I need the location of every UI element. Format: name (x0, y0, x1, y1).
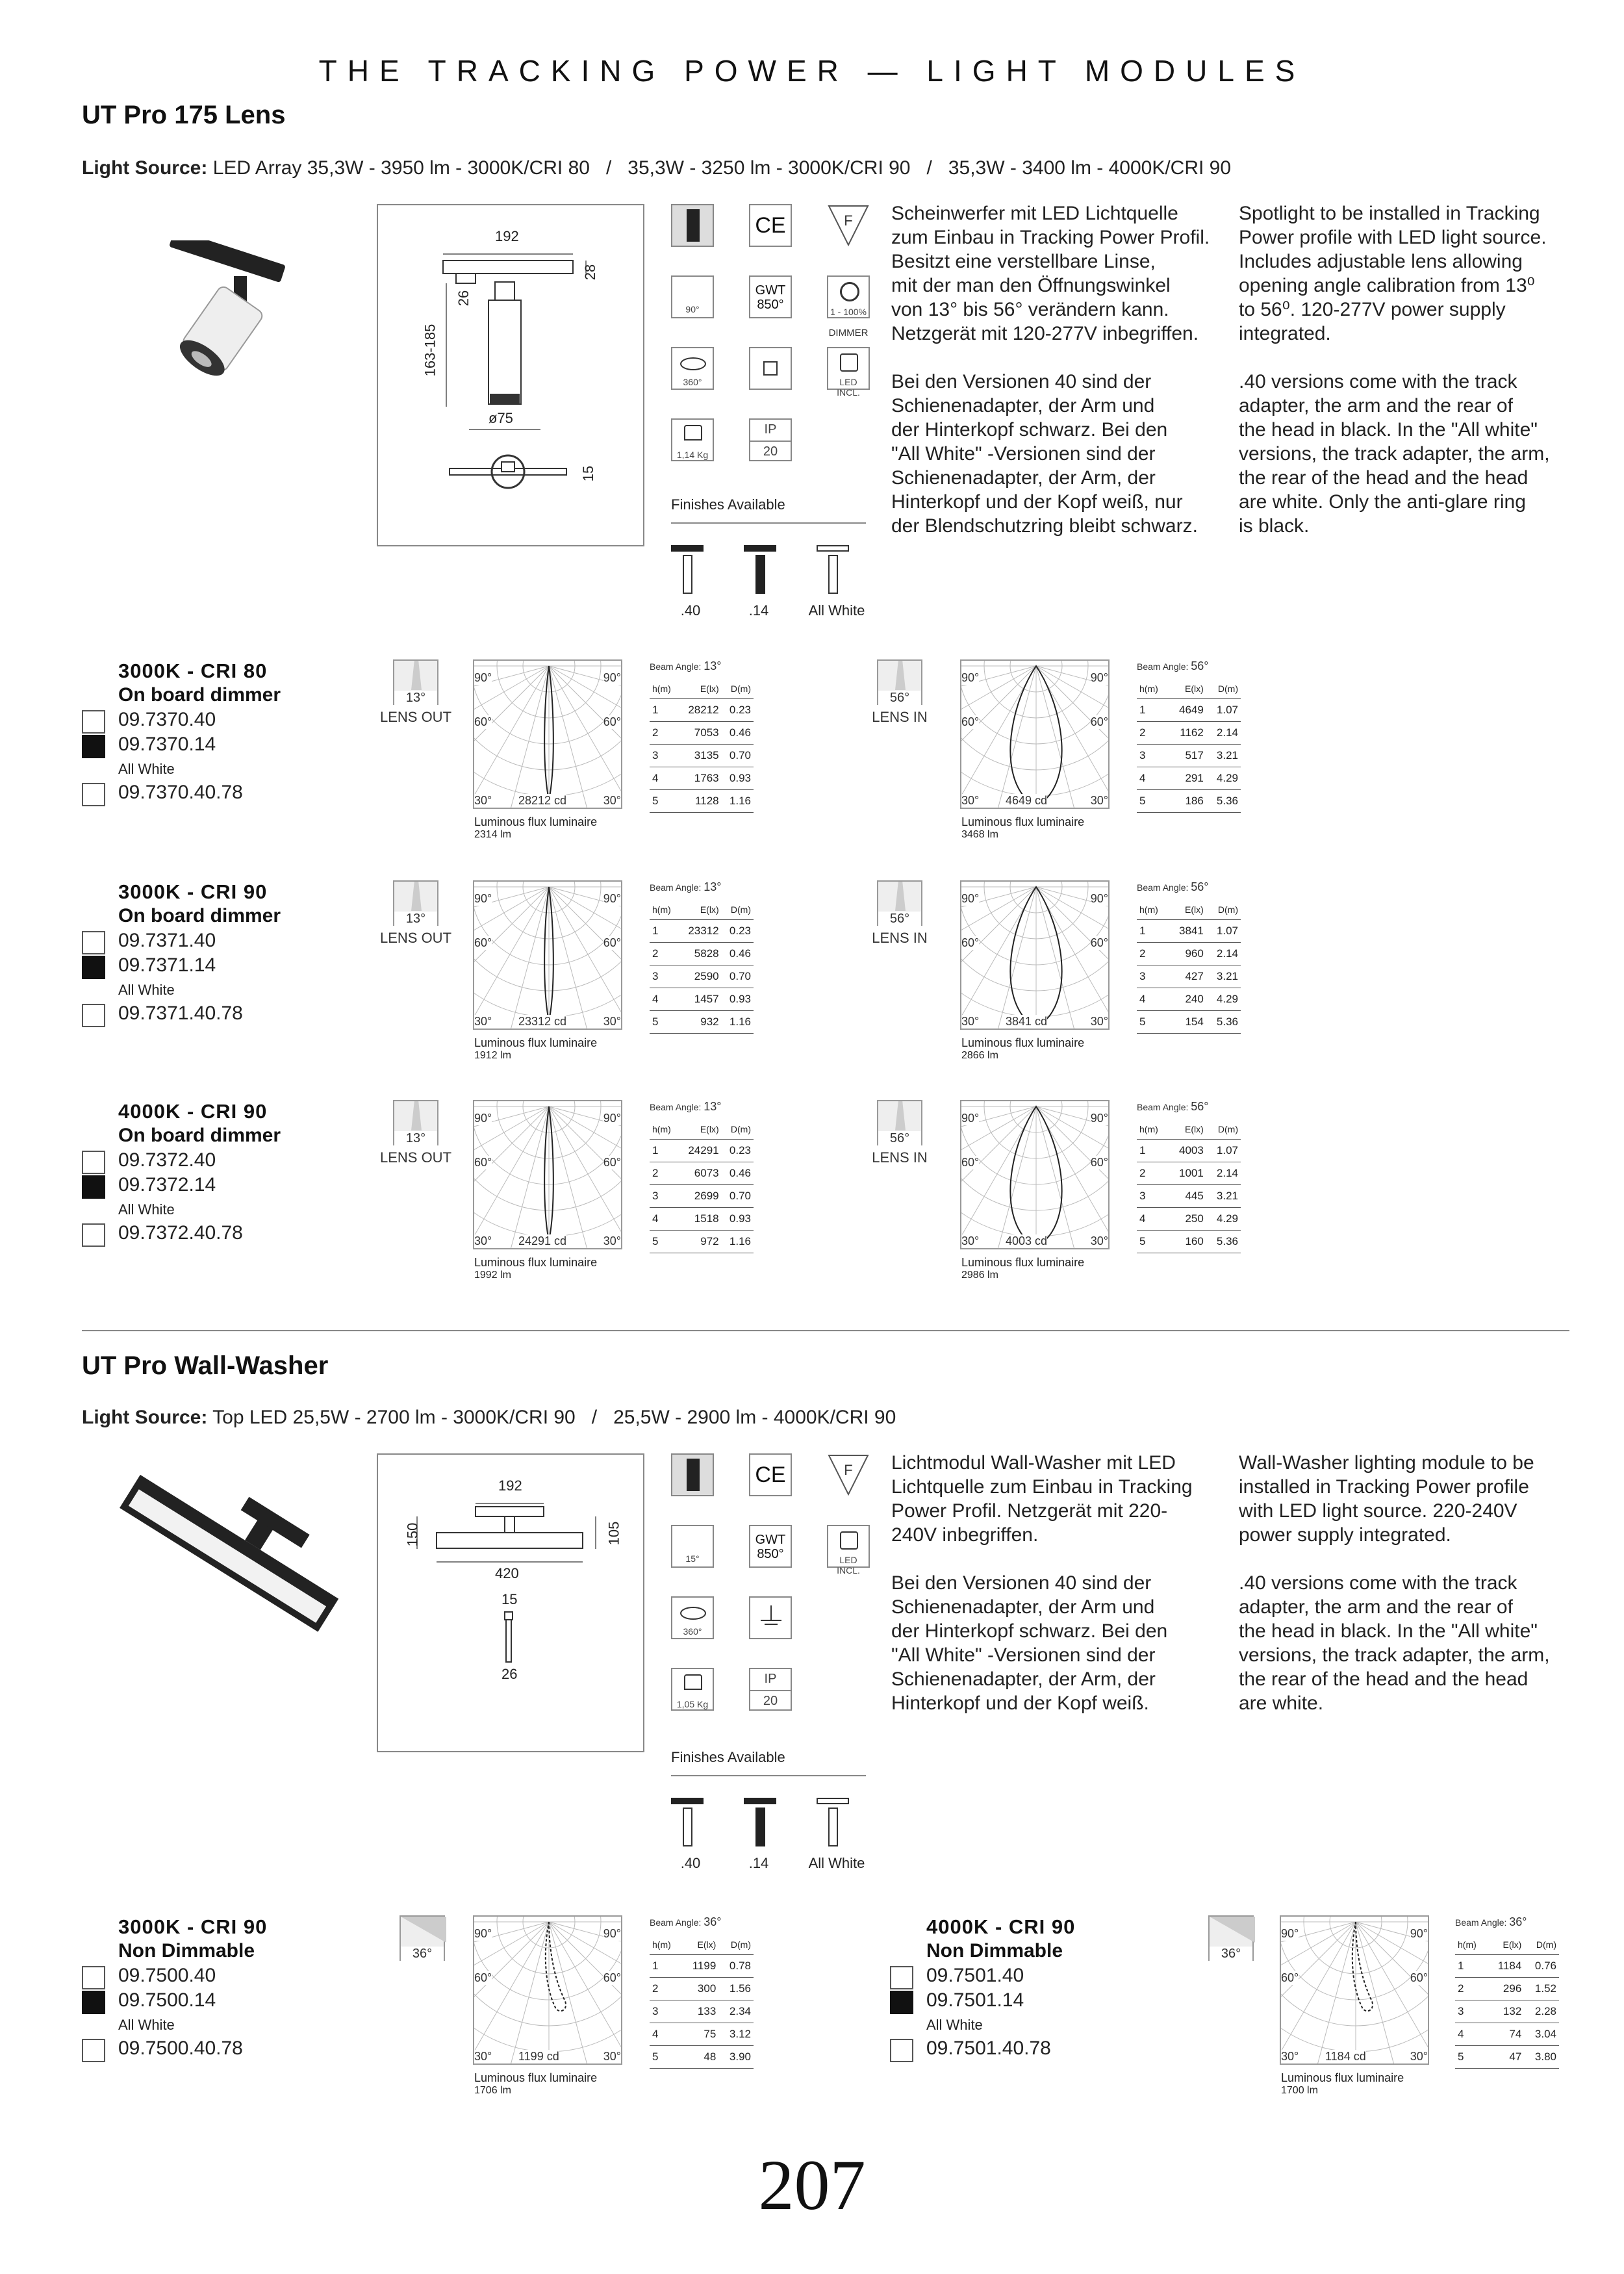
description-en: Spotlight to be installed in Tracking Power profile with LED light source. Includes adjustable lens allowing opening angle calibration from 13⁰ to 56⁰. 120-277V power supply integrated. .40 versions come with the track adapter, the arm and the rear of the head in black. In the "All white" versions, the track adapter, the arm, the rear of the head and the head are white. Only the anti-glare ring is black. (1239, 203, 1550, 537)
table-row: 5 972 1.16 (650, 1230, 754, 1253)
code-14: 09.7501.14 (926, 1989, 1024, 2011)
ce-icon: CE (749, 204, 792, 247)
polar-diagram (960, 880, 1110, 1030)
table-row: 1 28212 0.23 (650, 698, 754, 721)
checkbox-14[interactable] (82, 1175, 105, 1199)
dim-height-1: 28 (582, 264, 599, 281)
angle-90-right: 90° (1410, 1927, 1428, 1940)
finishes-list (671, 545, 866, 617)
feature-icons (671, 204, 872, 626)
code-40: 09.7501.40 (926, 1965, 1024, 1986)
weight-icon: 1,14 Kg (671, 418, 714, 461)
table-row: 5 160 5.36 (1137, 1230, 1241, 1253)
table-row: 1 1199 0.78 (650, 1954, 754, 1977)
angle-60-right: 60° (603, 936, 621, 949)
ground-icon (749, 1596, 792, 1639)
table-row: 2 1162 2.14 (1137, 721, 1241, 744)
dimension-drawing (377, 204, 644, 546)
table-row: 1 24291 0.23 (650, 1139, 754, 1162)
angle-90-left: 90° (474, 892, 492, 905)
angle-60-right: 60° (1090, 936, 1108, 949)
angle-30-left: 30° (474, 1015, 492, 1028)
finishes-label: Finishes Available (671, 496, 785, 513)
angle-90-left: 90° (961, 671, 980, 684)
beam-degree: 13° (394, 1131, 437, 1146)
angle-30-left: 30° (474, 2050, 492, 2063)
angle-90-left: 90° (961, 1112, 980, 1125)
section-title-2: UT Pro Wall-Washer (82, 1351, 329, 1380)
description-en-2: Wall-Washer lighting module to be installed in Tracking Power profile with LED light source. 220-240V power supply integrated. .40 versions come with the track adapter, the arm and the rear of the head in black. In the "All white" versions, the track adapter, the arm, the rear of the head and the head are white. (1239, 1452, 1550, 1714)
flux-label: Luminous flux luminaire 1706 lm (474, 2071, 598, 2096)
all-white-label: All White (118, 1201, 175, 1218)
polar-chart (473, 880, 622, 1030)
angle-90-right: 90° (603, 1112, 621, 1125)
lens-state: LENS OUT (379, 930, 452, 946)
lens-icon-group (857, 880, 942, 952)
variant-title: 3000K - CRI 80 (118, 659, 268, 682)
finish-all-white: All White (808, 1855, 865, 1871)
checkbox-40[interactable] (82, 710, 105, 734)
beam-icon (877, 880, 922, 926)
variant-codes (82, 1915, 342, 2078)
class-icon (749, 347, 792, 390)
angle-30-right: 30° (603, 794, 621, 807)
angle-30-right: 30° (1410, 2050, 1428, 2063)
angle-30-right: 30° (603, 2050, 621, 2063)
svg-text:F: F (844, 212, 853, 229)
angle-90-right: 90° (603, 671, 621, 684)
angle-30-right: 30° (1090, 1234, 1108, 1247)
table-row: 2 296 1.52 (1455, 1977, 1559, 2000)
code-40: 09.7372.40 (118, 1149, 216, 1171)
code-all-white: 09.7501.40.78 (926, 2038, 1051, 2059)
wall-washer-product-image (104, 1449, 351, 1663)
variant-title: 4000K - CRI 90 (118, 1100, 268, 1123)
polar-chart (960, 1100, 1110, 1249)
led-icon: LED INCL. (827, 347, 870, 390)
dim-width-2: 192 (498, 1477, 522, 1494)
angle-60-right: 60° (1090, 1156, 1108, 1169)
angle-30-left: 30° (961, 1015, 980, 1028)
lens-state: LENS IN (872, 1149, 928, 1166)
polar-diagram (1280, 1915, 1429, 2065)
table-row: 3 517 3.21 (1137, 744, 1241, 767)
table-row: 5 932 1.16 (650, 1010, 754, 1033)
beam-degree: 36° (401, 1947, 444, 1961)
variant-codes (82, 659, 342, 822)
variant-title: 3000K - CRI 90 (118, 1915, 268, 1938)
beam-degree: 56° (878, 912, 921, 926)
variant-subtitle: Non Dimmable (926, 1940, 1063, 1961)
tilt-icon: 15° (671, 1525, 714, 1568)
angle-60-left: 60° (474, 936, 492, 949)
checkbox-40[interactable] (82, 1966, 105, 1989)
polar-curve (1352, 1922, 1373, 2011)
table-row: 5 154 5.36 (1137, 1010, 1241, 1033)
table-row: 3 2590 0.70 (650, 965, 754, 988)
page-header: THE TRACKING POWER — LIGHT MODULES (318, 54, 1306, 88)
light-source-label-2: Light Source: (82, 1407, 208, 1428)
checkbox-14[interactable] (82, 735, 105, 758)
light-source (82, 157, 1231, 179)
all-white-label: All White (118, 982, 175, 998)
table-row: 4 75 3.12 (650, 2023, 754, 2045)
angle-30-left: 30° (1281, 2050, 1299, 2063)
lens-state: LENS OUT (379, 709, 452, 725)
angle-60-right: 60° (603, 1156, 621, 1169)
angle-90-right: 90° (603, 1927, 621, 1940)
checkbox-40[interactable] (890, 1966, 913, 1989)
candela-value: 3841 cd (1006, 1015, 1048, 1028)
variant-title: 4000K - CRI 90 (926, 1915, 1076, 1938)
table-row: 4 291 4.29 (1137, 767, 1241, 789)
angle-90-left: 90° (961, 892, 980, 905)
beam-angle: Beam Angle: 56° (1137, 880, 1209, 893)
table-row: 1 4003 1.07 (1137, 1139, 1241, 1162)
code-14: 09.7370.14 (118, 734, 216, 755)
candela-value: 23312 cd (518, 1015, 567, 1028)
beam-angle: Beam Angle: 13° (650, 659, 722, 672)
flux-label: Luminous flux luminaire 1992 lm (474, 1256, 598, 1281)
lens-icon-group (857, 659, 942, 731)
dim-height-3: 163-185 (422, 324, 438, 377)
polar-diagram (473, 659, 622, 809)
table-row: 4 240 4.29 (1137, 988, 1241, 1010)
angle-60-right: 60° (1090, 715, 1108, 728)
description-de-2: Lichtmodul Wall-Washer mit LED Lichtquelle zum Einbau in Tracking Power Profil. Netzgerät mit 220- 240V inbegriffen. Bei den Versionen 40 sind der Schienenadapter, der Arm und der Hinterkopf schwarz. Bei den "All White" -Versionen sind der Schienenadapter, der Arm, der Hinterkopf und der Kopf weiß. (891, 1452, 1193, 1714)
light-source-label: Light Source: (82, 157, 208, 179)
table-row: 3 427 3.21 (1137, 965, 1241, 988)
beam-icon (877, 1100, 922, 1145)
rotate-icon: 360° (671, 347, 714, 390)
flux-label: Luminous flux luminaire 1700 lm (1281, 2071, 1404, 2096)
flux-label: Luminous flux luminaire 2866 lm (961, 1036, 1085, 1061)
tilt-icon: 90° (671, 275, 714, 318)
table-row: 1 23312 0.23 (650, 919, 754, 942)
ce-icon: CE (749, 1453, 792, 1496)
angle-90-left: 90° (474, 1112, 492, 1125)
polar-chart (473, 1915, 622, 2065)
table-row: 4 1457 0.93 (650, 988, 754, 1010)
light-source-text-2: Top LED 25,5W - 2700 lm - 3000K/CRI 90 / 25,5W - 2900 lm - 4000K/CRI 90 (212, 1407, 896, 1428)
lens-state: LENS IN (872, 930, 928, 946)
checkbox-all-white[interactable] (82, 1223, 105, 1247)
weight-icon: 1,05 Kg (671, 1668, 714, 1711)
angle-60-right: 60° (1410, 1971, 1428, 1984)
checkbox-40[interactable] (82, 931, 105, 954)
table-row: 1 1184 0.76 (1455, 1954, 1559, 1977)
table-row: 2 1001 2.14 (1137, 1162, 1241, 1184)
lens-icon-group (374, 659, 458, 731)
finishes-list (671, 1798, 866, 1869)
angle-60-left: 60° (474, 1156, 492, 1169)
beam-angle: Beam Angle: 56° (1137, 659, 1209, 672)
track-icon (671, 204, 714, 247)
angle-90-right: 90° (1090, 892, 1108, 905)
dim-height-wall-2: 105 (605, 1521, 622, 1546)
checkbox-all-white[interactable] (890, 2039, 913, 2062)
angle-90-left: 90° (1281, 1927, 1299, 1940)
dim-length: 420 (495, 1565, 519, 1581)
table-row: 3 3135 0.70 (650, 744, 754, 767)
dim-thickness-2: 26 (501, 1666, 518, 1682)
light-source-text: LED Array 35,3W - 3950 lm - 3000K/CRI 80 / 35,3W - 3250 lm - 3000K/CRI 90 / 35,3W - 3400 lm - 4000K/CRI 90 (212, 157, 1232, 179)
dim-width: 192 (495, 228, 519, 244)
polar-diagram (960, 659, 1110, 809)
table-row: 4 1518 0.93 (650, 1207, 754, 1230)
checkbox-all-white[interactable] (82, 2039, 105, 2062)
finish-40: .40 (680, 602, 701, 619)
polar-diagram (473, 1915, 622, 2065)
all-white-label: All White (118, 2017, 175, 2033)
variant-subtitle: On board dimmer (118, 905, 281, 926)
track-icon (671, 1453, 714, 1496)
variant-subtitle: Non Dimmable (118, 1940, 255, 1961)
angle-30-left: 30° (961, 1234, 980, 1247)
checkbox-40[interactable] (82, 1151, 105, 1174)
variant-codes (890, 1915, 1150, 2078)
angle-60-left: 60° (474, 715, 492, 728)
angle-30-right: 30° (1090, 794, 1108, 807)
flux-label: Luminous flux luminaire 3468 lm (961, 815, 1085, 840)
candela-value: 24291 cd (518, 1234, 567, 1247)
polar-chart (960, 880, 1110, 1030)
table-row: 4 1763 0.93 (650, 767, 754, 789)
code-14: 09.7372.14 (118, 1174, 216, 1195)
led-icon: LED INCL. (827, 1525, 870, 1568)
table-row: 3 133 2.34 (650, 2000, 754, 2023)
dimension-drawing-2 (377, 1453, 644, 1752)
beam-degree: 36° (1210, 1947, 1252, 1961)
lens-state: LENS OUT (379, 1149, 452, 1166)
dim-thickness: 15 (501, 1591, 518, 1607)
angle-60-left: 60° (1281, 1971, 1299, 1984)
variant-subtitle: On board dimmer (118, 1125, 281, 1146)
dimmer-label: DIMMER (828, 327, 869, 339)
variant-codes (82, 1100, 342, 1262)
angle-90-right: 90° (603, 892, 621, 905)
lens-icon-group (374, 880, 458, 952)
lens-icon-group (1189, 1915, 1273, 1987)
angle-30-left: 30° (474, 794, 492, 807)
variant-codes (82, 880, 342, 1043)
dim-height-wall: 150 (404, 1522, 421, 1547)
angle-60-left: 60° (961, 936, 980, 949)
finish-14: .14 (748, 602, 769, 619)
candela-value: 1199 cd (518, 2050, 559, 2063)
table-row: 3 132 2.28 (1455, 2000, 1559, 2023)
angle-30-right: 30° (603, 1234, 621, 1247)
angle-60-right: 60° (603, 715, 621, 728)
beam-icon (393, 880, 438, 926)
polar-curve (546, 1922, 566, 2011)
angle-60-left: 60° (961, 715, 980, 728)
beam-icon (393, 659, 438, 705)
table-row: 3 2699 0.70 (650, 1184, 754, 1207)
angle-90-left: 90° (474, 1927, 492, 1940)
ip-icon: IP 20 (749, 418, 792, 461)
table-row: 5 1128 1.16 (650, 789, 754, 812)
dim-diameter: ø75 (488, 410, 513, 426)
finish-40: .40 (680, 1855, 701, 1871)
beam-angle: Beam Angle: 56° (1137, 1100, 1209, 1113)
code-all-white: 09.7372.40.78 (118, 1222, 243, 1244)
table-row: 5 48 3.90 (650, 2045, 754, 2068)
beam-angle: Beam Angle: 36° (1455, 1915, 1527, 1928)
table-row: 2 300 1.56 (650, 1977, 754, 2000)
angle-60-right: 60° (603, 1971, 621, 1984)
table-row: 3 445 3.21 (1137, 1184, 1241, 1207)
lens-icon-group (380, 1915, 464, 1987)
checkbox-all-white[interactable] (82, 783, 105, 806)
angle-90-right: 90° (1090, 1112, 1108, 1125)
table-row: 2 5828 0.46 (650, 942, 754, 965)
flux-label: Luminous flux luminaire 2986 lm (961, 1256, 1085, 1281)
rotate-icon: 360° (671, 1596, 714, 1639)
variant-subtitle: On board dimmer (118, 684, 281, 706)
all-white-label: All White (118, 761, 175, 777)
finishes-label: Finishes Available (671, 1749, 785, 1765)
polar-diagram (473, 880, 622, 1030)
flux-label: Luminous flux luminaire 2314 lm (474, 815, 598, 840)
table-row: 5 47 3.80 (1455, 2045, 1559, 2068)
ip-icon: IP 20 (749, 1668, 792, 1711)
checkbox-14[interactable] (82, 956, 105, 979)
beam-icon (393, 1100, 438, 1145)
code-40: 09.7500.40 (118, 1965, 216, 1986)
feature-icons-2 (671, 1453, 872, 1876)
angle-30-right: 30° (603, 1015, 621, 1028)
polar-chart (960, 659, 1110, 809)
beam-angle: Beam Angle: 36° (650, 1915, 722, 1928)
beam-degree: 13° (394, 691, 437, 706)
code-all-white: 09.7370.40.78 (118, 782, 243, 803)
polar-chart (473, 1100, 622, 1249)
table-row: 1 3841 1.07 (1137, 919, 1241, 942)
beam-degree: 56° (878, 1131, 921, 1146)
code-40: 09.7371.40 (118, 930, 216, 951)
lens-state: LENS IN (872, 709, 928, 725)
table-row: 2 6073 0.46 (650, 1162, 754, 1184)
candela-value: 4003 cd (1006, 1234, 1048, 1247)
polar-chart (1280, 1915, 1429, 2065)
polar-chart (473, 659, 622, 809)
description-de: Scheinwerfer mit LED Lichtquelle zum Einbau in Tracking Power Profil. Besitzt eine verstellbare Linse, mit der man den Öffnungswinkel von 13° bis 56° verändern kann. Netzgerät mit 120-277V inbegriffen. Bei den Versionen 40 sind der Schienenadapter, der Arm und der Hinterkopf schwarz. Bei den "All White" -Versionen sind der Schienenadapter, der Arm, der Hinterkopf und der Kopf weiß, nur der Blendschutzring bleibt schwarz. (891, 203, 1210, 537)
table-row: 4 250 4.29 (1137, 1207, 1241, 1230)
dim-depth: 15 (580, 465, 597, 482)
finish-14: .14 (748, 1855, 769, 1871)
gwt-icon: GWT 850° (749, 275, 792, 318)
beam-degree: 56° (878, 691, 921, 706)
page-number: 207 (758, 2145, 866, 2225)
beam-icon (400, 1915, 445, 1961)
section-title: UT Pro 175 Lens (82, 101, 286, 129)
table-row: 1 4649 1.07 (1137, 698, 1241, 721)
gwt-icon: GWT 850° (749, 1525, 792, 1568)
code-14: 09.7371.14 (118, 954, 216, 976)
code-all-white: 09.7500.40.78 (118, 2038, 243, 2059)
light-source-2 (82, 1407, 896, 1429)
f-mark-icon (827, 204, 870, 247)
beam-icon (877, 659, 922, 705)
flux-label: Luminous flux luminaire 1912 lm (474, 1036, 598, 1061)
beam-icon (1208, 1915, 1254, 1961)
beam-degree: 13° (394, 912, 437, 926)
checkbox-all-white[interactable] (82, 1004, 105, 1027)
dimmer-icon: 1 - 100% (827, 275, 870, 318)
all-white-label: All White (926, 2017, 983, 2033)
variant-title: 3000K - CRI 90 (118, 880, 268, 903)
table-row: 2 7053 0.46 (650, 721, 754, 744)
candela-value: 1184 cd (1325, 2050, 1366, 2063)
code-40: 09.7370.40 (118, 709, 216, 730)
dim-height-2: 26 (455, 290, 472, 307)
lens-icon-group (374, 1100, 458, 1171)
polar-diagram (960, 1100, 1110, 1249)
svg-text:F: F (844, 1462, 853, 1478)
table-row: 2 960 2.14 (1137, 942, 1241, 965)
angle-90-left: 90° (474, 671, 492, 684)
table-row: 4 74 3.04 (1455, 2023, 1559, 2045)
angle-30-left: 30° (474, 1234, 492, 1247)
code-14: 09.7500.14 (118, 1989, 216, 2011)
finish-all-white: All White (808, 602, 865, 619)
table-row: 5 186 5.36 (1137, 789, 1241, 812)
angle-90-right: 90° (1090, 671, 1108, 684)
angle-60-left: 60° (474, 1971, 492, 1984)
beam-angle: Beam Angle: 13° (650, 880, 722, 893)
polar-diagram (473, 1100, 622, 1249)
checkbox-14[interactable] (890, 1991, 913, 2014)
beam-angle: Beam Angle: 13° (650, 1100, 722, 1113)
spotlight-product-image (149, 240, 299, 409)
candela-value: 28212 cd (518, 794, 567, 807)
lens-icon-group (857, 1100, 942, 1171)
f-mark-icon (827, 1453, 870, 1496)
checkbox-14[interactable] (82, 1991, 105, 2014)
candela-value: 4649 cd (1006, 794, 1048, 807)
angle-30-left: 30° (961, 794, 980, 807)
angle-60-left: 60° (961, 1156, 980, 1169)
angle-30-right: 30° (1090, 1015, 1108, 1028)
code-all-white: 09.7371.40.78 (118, 1003, 243, 1024)
